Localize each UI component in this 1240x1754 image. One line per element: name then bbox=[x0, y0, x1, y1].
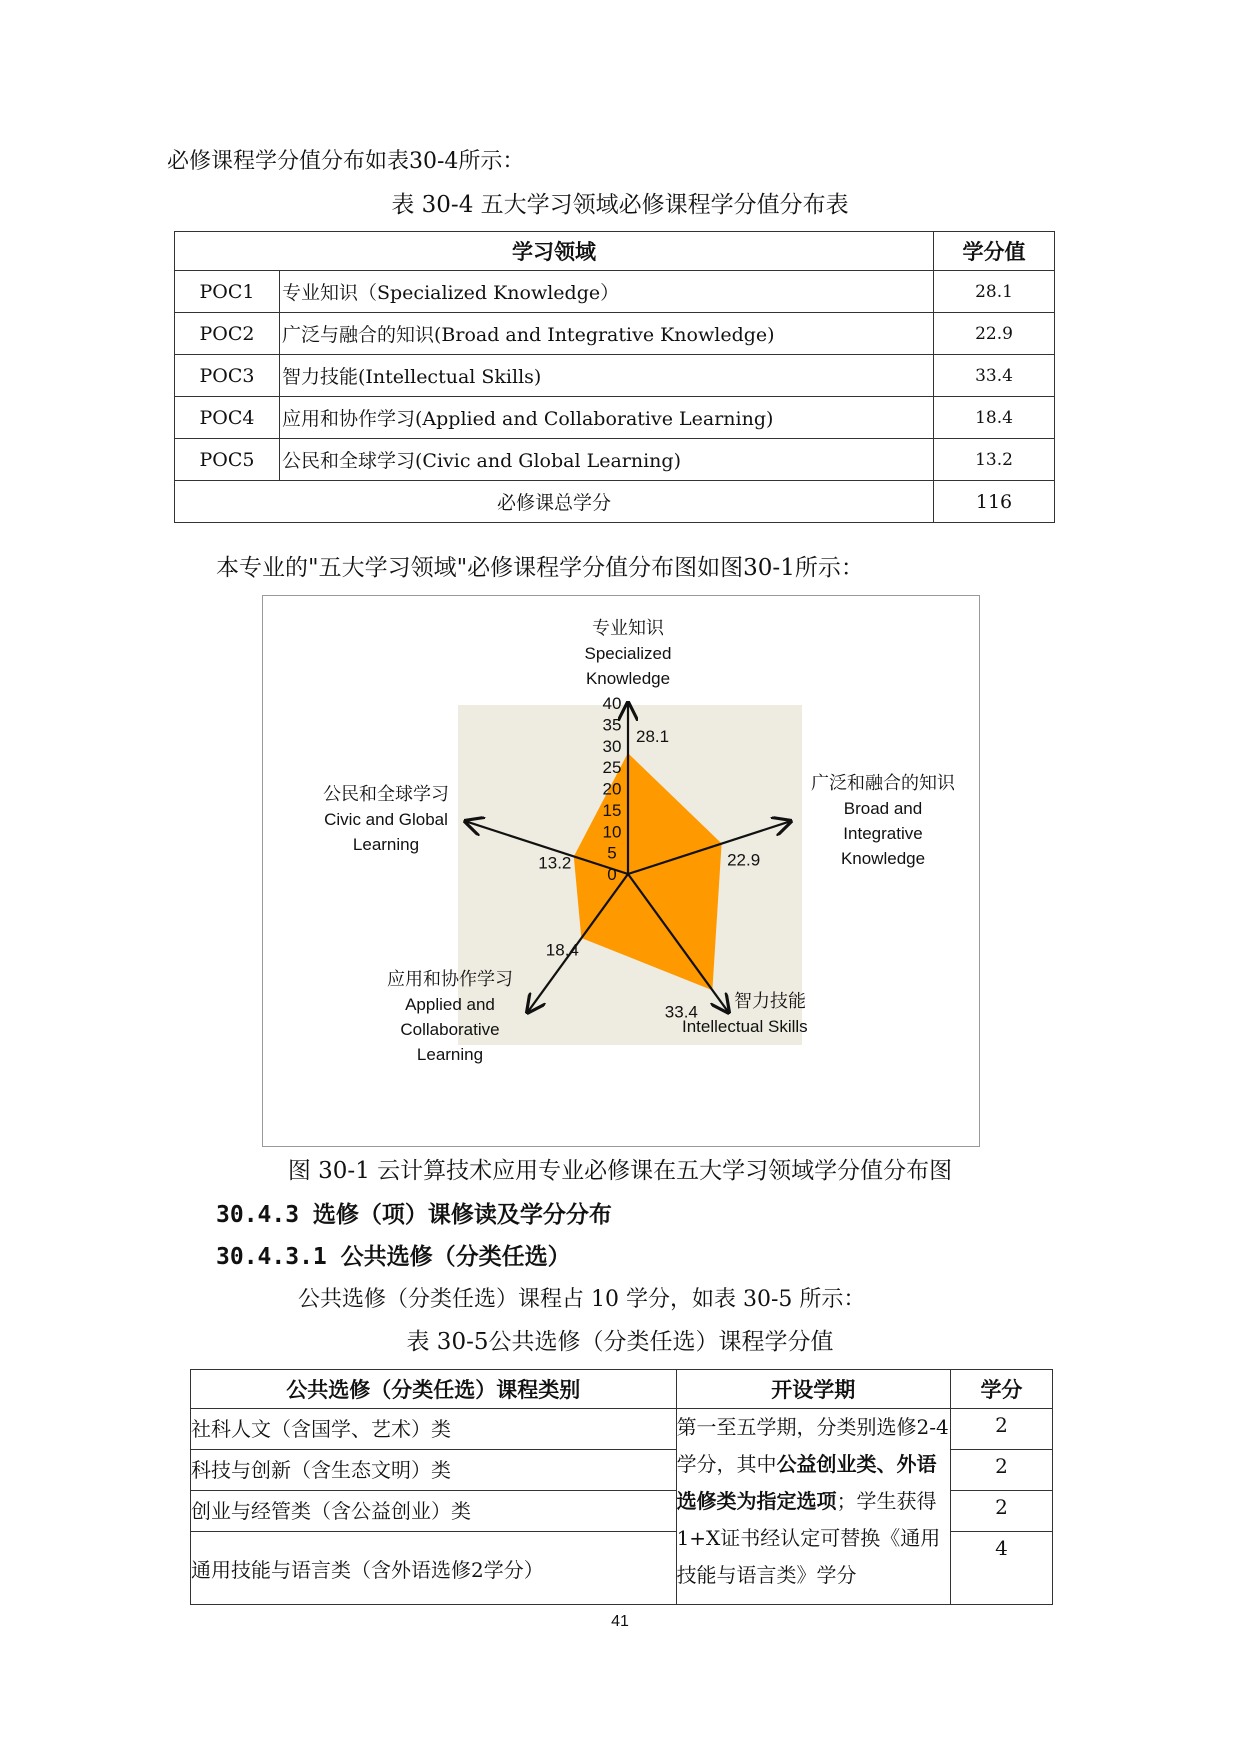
domain-name: 专业知识（Specialized Knowledge） bbox=[280, 271, 934, 313]
table-row bbox=[175, 313, 1055, 355]
axis-label-en: Specialized bbox=[584, 644, 672, 663]
tick-label: 20 bbox=[602, 779, 622, 799]
table-header-row bbox=[191, 1370, 1053, 1409]
domain-code: POC3 bbox=[175, 355, 280, 397]
credit-value: 22.9 bbox=[934, 313, 1055, 355]
chart-intro-text: 本专业的"五大学习领域"必修课程学分值分布图如图30-1所示： bbox=[216, 555, 864, 581]
header-domain: 学习领域 bbox=[175, 232, 934, 271]
credit-cell: 4 bbox=[950, 1532, 1052, 1605]
axis-label-en: Applied and bbox=[405, 995, 495, 1014]
category-cell: 通用技能与语言类（含外语选修2学分） bbox=[191, 1532, 677, 1605]
domain-code: POC1 bbox=[175, 271, 280, 313]
figure-caption: 图 30-1 云计算技术应用专业必修课在五大学习领域学分值分布图 bbox=[287, 1158, 953, 1184]
semester-emphasis: 公益创业类、外语选修类为指定选项 bbox=[676, 1452, 937, 1513]
table-row bbox=[175, 271, 1055, 313]
tick-label: 25 bbox=[602, 758, 622, 778]
axis-label-en: Integrative bbox=[843, 824, 923, 843]
value-label: 18.4 bbox=[545, 940, 579, 960]
credit-cell: 2 bbox=[950, 1450, 1052, 1491]
axis-label-cn: 专业知识 bbox=[592, 618, 664, 639]
table1-caption: 表 30-4 五大学习领域必修课程学分值分布表 bbox=[391, 192, 849, 218]
section-heading-30-4-3-1: 30.4.3.1 公共选修（分类任选） bbox=[216, 1244, 571, 1270]
credit-value: 18.4 bbox=[934, 397, 1055, 439]
table2-caption: 表 30-5公共选修（分类任选）课程学分值 bbox=[406, 1329, 834, 1355]
semester-cell bbox=[676, 1409, 950, 1605]
tick-label: 5 bbox=[607, 843, 617, 863]
axis-label-en: Learning bbox=[416, 1045, 484, 1064]
semester-text-tail: ；学生获得1+X证书经认定可替换《通用技能与语言类》学分 bbox=[676, 1489, 941, 1587]
domain-name: 公民和全球学习(Civic and Global Learning) bbox=[280, 439, 934, 481]
category-cell: 科技与创新（含生态文明）类 bbox=[191, 1450, 677, 1491]
domain-name: 应用和协作学习(Applied and Collaborative Learning) bbox=[280, 397, 934, 439]
axis-label-en: Civic and Global bbox=[324, 810, 448, 829]
value-label: 13.2 bbox=[538, 853, 572, 873]
public-elective-table bbox=[190, 1369, 1053, 1605]
total-label: 必修课总学分 bbox=[175, 481, 934, 523]
axis-label-cn: 应用和协作学习 bbox=[387, 969, 513, 990]
radar-chart bbox=[262, 595, 980, 1147]
axis-label-cn: 广泛和融合的知识 bbox=[811, 773, 955, 794]
axis-label-en: Broad and bbox=[843, 799, 923, 818]
header-semester: 开设学期 bbox=[676, 1370, 950, 1409]
domain-name: 智力技能(Intellectual Skills) bbox=[280, 355, 934, 397]
tick-label: 15 bbox=[602, 800, 622, 820]
domain-code: POC4 bbox=[175, 397, 280, 439]
table-row bbox=[175, 355, 1055, 397]
total-value: 116 bbox=[934, 481, 1055, 523]
credit-value: 33.4 bbox=[934, 355, 1055, 397]
credit-cell: 2 bbox=[950, 1491, 1052, 1532]
domain-name: 广泛与融合的知识(Broad and Integrative Knowledge) bbox=[280, 313, 934, 355]
section-heading-30-4-3: 30.4.3 选修（项）课修读及学分分布 bbox=[216, 1202, 612, 1228]
table-row bbox=[191, 1409, 1053, 1450]
table2-intro-text: 公共选修（分类任选）课程占 10 学分，如表 30-5 所示： bbox=[298, 1287, 866, 1312]
table-row bbox=[175, 397, 1055, 439]
intro-text: 必修课程学分值分布如表30-4所示： bbox=[167, 149, 525, 174]
value-label: 28.1 bbox=[636, 726, 670, 746]
axis-label-en: Knowledge bbox=[585, 669, 671, 688]
table-row bbox=[175, 439, 1055, 481]
credit-distribution-table bbox=[174, 231, 1055, 523]
domain-code: POC5 bbox=[175, 439, 280, 481]
table-total-row bbox=[175, 481, 1055, 523]
tick-label: 10 bbox=[602, 822, 622, 842]
axis-label-cn: 公民和全球学习 bbox=[323, 784, 449, 805]
table-header-row bbox=[175, 232, 1055, 271]
tick-label: 35 bbox=[602, 715, 622, 735]
header-credit: 学分值 bbox=[934, 232, 1055, 271]
semester-text: 第一至五学期，分类别选修2-4学分，其中 bbox=[676, 1415, 949, 1476]
value-label: 33.4 bbox=[664, 1002, 698, 1022]
header-credit: 学分 bbox=[950, 1370, 1052, 1409]
axis-label-en: Collaborative bbox=[400, 1020, 500, 1039]
category-cell: 社科人文（含国学、艺术）类 bbox=[191, 1409, 677, 1450]
credit-value: 28.1 bbox=[934, 271, 1055, 313]
axis-label-en: Intellectual Skills bbox=[682, 1017, 808, 1036]
category-cell: 创业与经管类（含公益创业）类 bbox=[191, 1491, 677, 1532]
tick-label: 0 bbox=[607, 865, 617, 884]
axis-label-en: Knowledge bbox=[840, 849, 926, 868]
tick-label: 40 bbox=[602, 694, 622, 713]
value-label: 22.9 bbox=[727, 850, 761, 870]
header-category: 公共选修（分类任选）课程类别 bbox=[191, 1370, 677, 1409]
axis-label-en: Learning bbox=[352, 835, 420, 854]
domain-code: POC2 bbox=[175, 313, 280, 355]
credit-value: 13.2 bbox=[934, 439, 1055, 481]
credit-cell: 2 bbox=[950, 1409, 1052, 1450]
tick-label: 30 bbox=[602, 736, 622, 756]
axis-label-cn: 智力技能 bbox=[734, 991, 806, 1012]
page-number: 41 bbox=[611, 1613, 629, 1630]
